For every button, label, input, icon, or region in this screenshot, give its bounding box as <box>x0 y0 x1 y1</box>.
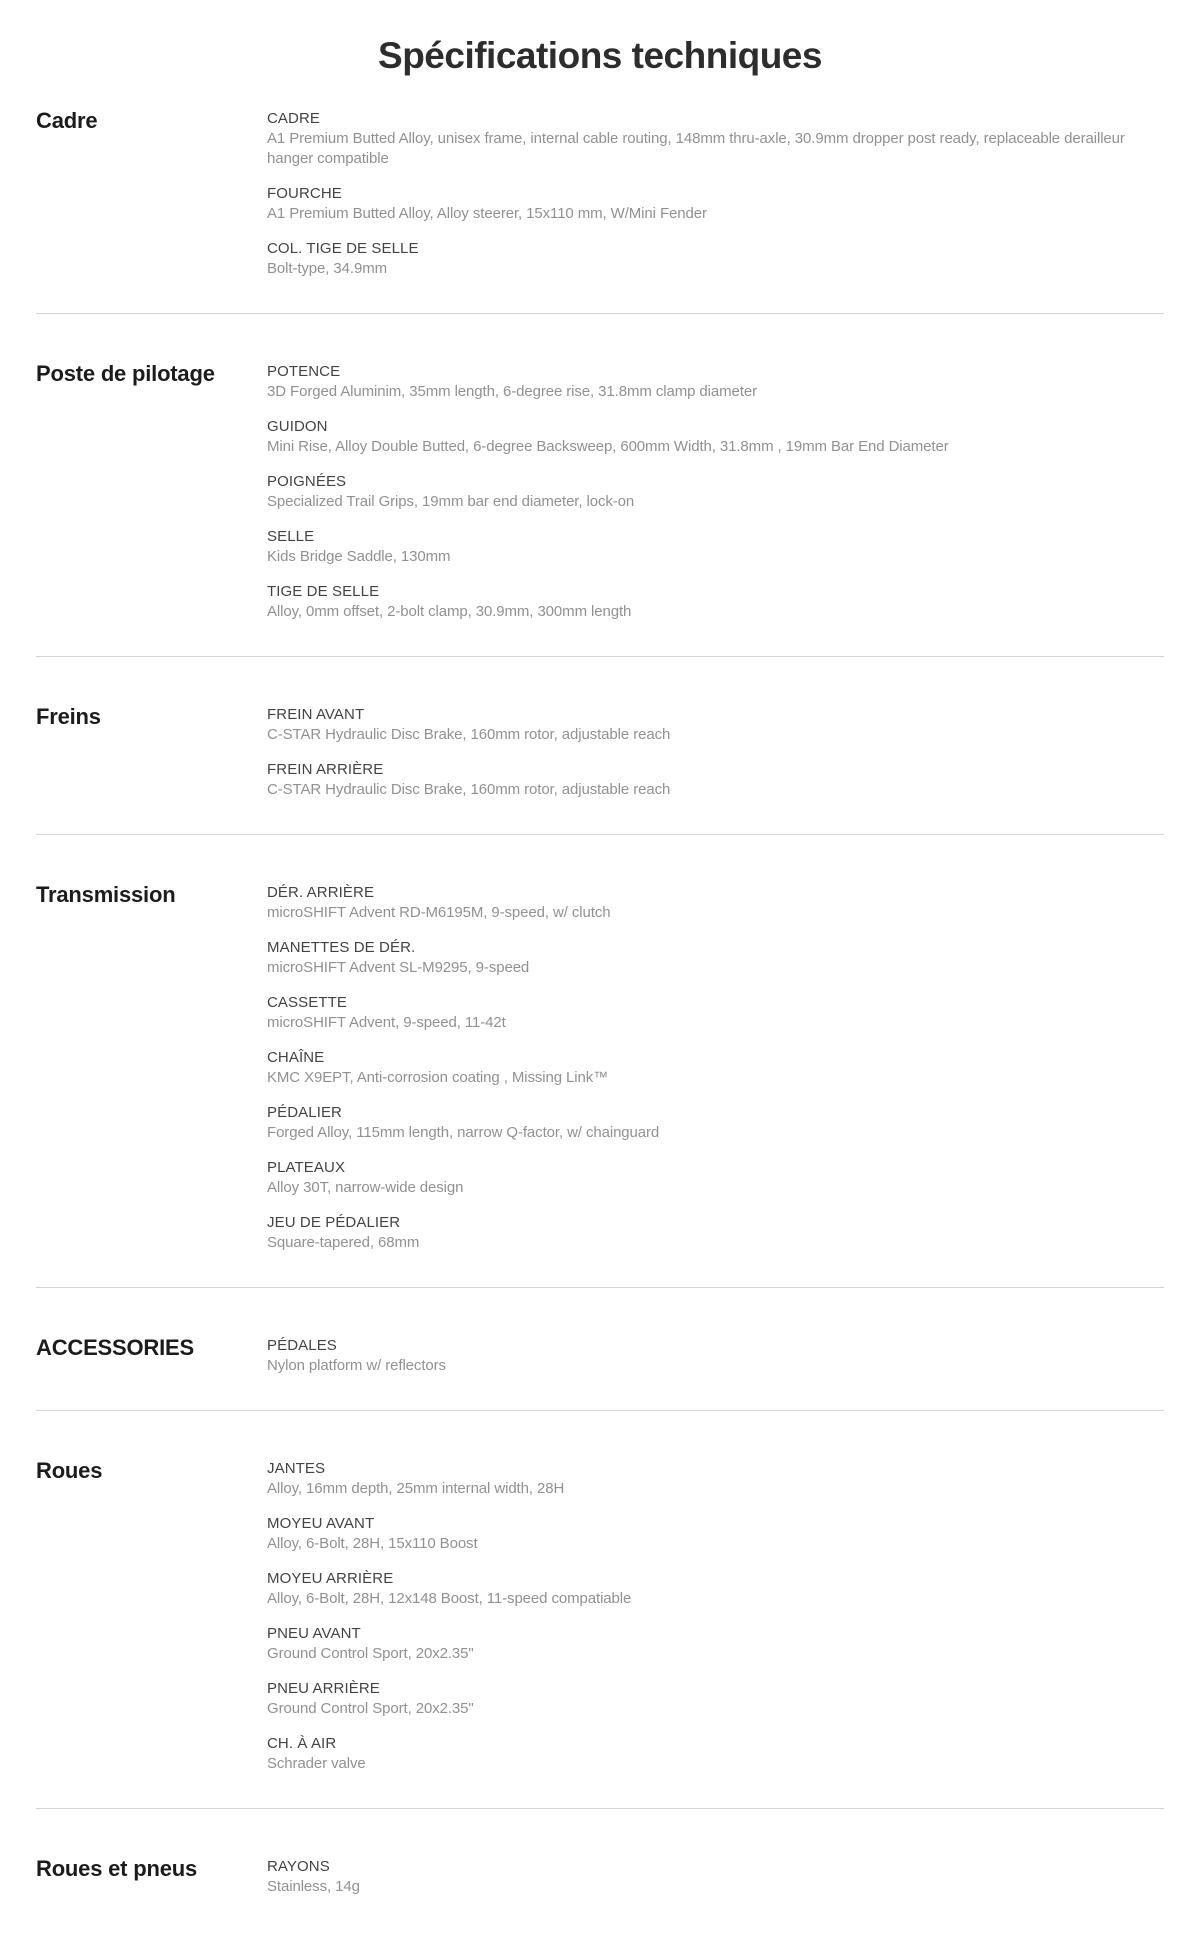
spec-value: Alloy, 6-Bolt, 28H, 15x110 Boost <box>267 1535 478 1552</box>
spec-value: Nylon platform w/ reflectors <box>267 1357 446 1374</box>
spec-item <box>267 705 1164 745</box>
spec-item <box>267 883 1164 923</box>
spec-item <box>267 1103 1164 1143</box>
spec-label: MANETTES DE DÉR. <box>267 939 416 956</box>
spec-item <box>267 1514 1164 1554</box>
spec-item <box>267 993 1164 1033</box>
spec-item <box>267 184 1164 224</box>
section-items <box>267 362 1164 622</box>
section-title: Roues et pneus <box>36 1856 198 1881</box>
spec-value: Forged Alloy, 115mm length, narrow Q-factor, w/ chainguard <box>267 1124 660 1141</box>
spec-label: PÉDALES <box>267 1337 337 1354</box>
spec-label: COL. TIGE DE SELLE <box>267 240 419 257</box>
spec-value: Specialized Trail Grips, 19mm bar end diameter, lock-on <box>267 493 635 510</box>
spec-label: MOYEU ARRIÈRE <box>267 1570 394 1587</box>
spec-label: CASSETTE <box>267 994 347 1011</box>
spec-item <box>267 239 1164 279</box>
spec-value: C-STAR Hydraulic Disc Brake, 160mm rotor, adjustable reach <box>267 781 671 798</box>
spec-item <box>267 1213 1164 1253</box>
spec-item <box>267 1048 1164 1088</box>
spec-item <box>267 109 1164 169</box>
spec-item <box>267 417 1164 457</box>
spec-item <box>267 362 1164 402</box>
spec-value: Alloy, 16mm depth, 25mm internal width, 28H <box>267 1480 565 1497</box>
spec-label: PNEU AVANT <box>267 1625 361 1642</box>
spec-label: CADRE <box>267 110 321 127</box>
section-items <box>267 1459 1164 1774</box>
spec-item <box>267 1569 1164 1609</box>
spec-label: DÉR. ARRIÈRE <box>267 884 375 901</box>
spec-value: 3D Forged Aluminim, 35mm length, 6-degree rise, 31.8mm clamp diameter <box>267 383 757 400</box>
spec-label: MOYEU AVANT <box>267 1515 375 1532</box>
spec-item <box>267 1158 1164 1198</box>
section-items <box>267 1857 1164 1897</box>
section-title: Cadre <box>36 108 98 133</box>
spec-item <box>267 472 1164 512</box>
section-title: Roues <box>36 1458 103 1483</box>
spec-item <box>267 1336 1164 1376</box>
spec-label: FOURCHE <box>267 185 342 202</box>
section-title: Transmission <box>36 882 176 907</box>
spec-label: JANTES <box>267 1460 326 1477</box>
spec-section <box>36 1410 1164 1808</box>
spec-label: GUIDON <box>267 418 328 435</box>
spec-label: CH. À AIR <box>267 1735 337 1752</box>
spec-sections <box>36 109 1164 1931</box>
spec-item <box>267 760 1164 800</box>
spec-value: Ground Control Sport, 20x2.35" <box>267 1700 474 1717</box>
spec-value: Stainless, 14g <box>267 1878 360 1895</box>
spec-item <box>267 1624 1164 1664</box>
spec-value: C-STAR Hydraulic Disc Brake, 160mm rotor, adjustable reach <box>267 726 671 743</box>
spec-section <box>36 656 1164 834</box>
spec-item <box>267 527 1164 567</box>
spec-value: A1 Premium Butted Alloy, unisex frame, internal cable routing, 148mm thru-axle, 30.9mm dropper post ready, replaceable derailleur hanger compatible <box>267 130 1125 167</box>
section-items <box>267 883 1164 1253</box>
spec-value: Kids Bridge Saddle, 130mm <box>267 548 451 565</box>
spec-value: Bolt-type, 34.9mm <box>267 260 388 277</box>
spec-value: KMC X9EPT, Anti-corrosion coating , Missing Link™ <box>267 1069 609 1086</box>
spec-section <box>36 834 1164 1287</box>
section-items <box>267 109 1164 279</box>
spec-value: A1 Premium Butted Alloy, Alloy steerer, 15x110 mm, W/Mini Fender <box>267 205 707 222</box>
spec-value: Alloy 30T, narrow-wide design <box>267 1179 464 1196</box>
spec-value: microSHIFT Advent, 9-speed, 11-42t <box>267 1014 506 1031</box>
spec-label: FREIN AVANT <box>267 706 365 723</box>
spec-section <box>36 1808 1164 1931</box>
spec-section <box>36 313 1164 656</box>
spec-label: PLATEAUX <box>267 1159 346 1176</box>
spec-section <box>36 1287 1164 1410</box>
section-items <box>267 1336 1164 1376</box>
spec-value: Mini Rise, Alloy Double Butted, 6-degree Backsweep, 600mm Width, 31.8mm , 19mm Bar End Diameter <box>267 438 949 455</box>
spec-item <box>267 1857 1164 1897</box>
spec-item <box>267 938 1164 978</box>
spec-label: CHAÎNE <box>267 1049 325 1066</box>
section-items <box>267 705 1164 800</box>
spec-label: PNEU ARRIÈRE <box>267 1680 380 1697</box>
section-title: Freins <box>36 704 101 729</box>
spec-value: Alloy, 0mm offset, 2-bolt clamp, 30.9mm, 300mm length <box>267 603 632 620</box>
spec-value: Ground Control Sport, 20x2.35" <box>267 1645 474 1662</box>
spec-label: FREIN ARRIÈRE <box>267 761 384 778</box>
spec-item <box>267 1459 1164 1499</box>
spec-label: SELLE <box>267 528 315 545</box>
page-title: Spécifications techniques <box>378 35 822 76</box>
spec-item <box>267 1734 1164 1774</box>
spec-label: RAYONS <box>267 1858 330 1875</box>
spec-label: PÉDALIER <box>267 1104 342 1121</box>
spec-value: Square-tapered, 68mm <box>267 1234 420 1251</box>
section-title: Poste de pilotage <box>36 361 215 386</box>
spec-label: POIGNÉES <box>267 473 347 490</box>
section-title: ACCESSORIES <box>36 1335 194 1360</box>
spec-value: Alloy, 6-Bolt, 28H, 12x148 Boost, 11-speed compatiable <box>267 1590 632 1607</box>
spec-value: microSHIFT Advent SL-M9295, 9-speed <box>267 959 530 976</box>
spec-item <box>267 582 1164 622</box>
spec-label: TIGE DE SELLE <box>267 583 380 600</box>
spec-value: microSHIFT Advent RD-M6195M, 9-speed, w/ clutch <box>267 904 611 921</box>
spec-page <box>36 34 1164 1931</box>
spec-label: POTENCE <box>267 363 341 380</box>
spec-section <box>36 109 1164 313</box>
spec-item <box>267 1679 1164 1719</box>
spec-value: Schrader valve <box>267 1755 366 1772</box>
spec-label: JEU DE PÉDALIER <box>267 1214 401 1231</box>
